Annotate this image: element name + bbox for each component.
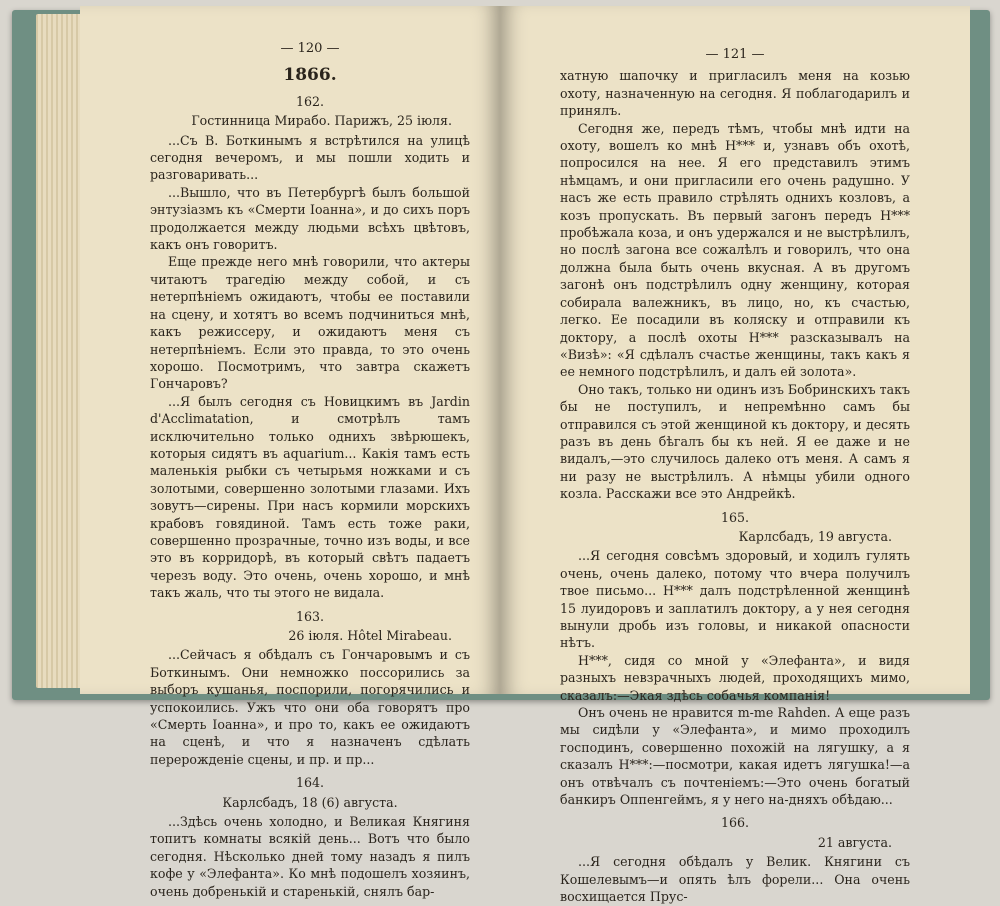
year-heading: 1866. bbox=[283, 65, 337, 86]
letter-number: 165. bbox=[720, 509, 750, 525]
page-number: — 120 — bbox=[280, 41, 340, 56]
page-edges bbox=[36, 14, 84, 688]
paragraph: ...Я сегодня совсѣмъ здоровый, и ходилъ гулять очень, очень далеко, потому что вчера получилъ твое письмо... Н*** далъ подстрѣленной женщинѣ 15 луидоровъ и заплатилъ доктору, а у нея сегодня вынули дробь изъ головы, и никакой опасности нѣтъ. bbox=[560, 548, 910, 651]
paragraph: ...Я сегодня обѣдалъ у Велик. Княгини съ Кошелевымъ—и опять ѣлъ форели... Она очень восхищается Прус- bbox=[560, 854, 910, 905]
letter-number: 162. bbox=[295, 93, 325, 109]
letter-place: Карлсбадъ, 18 (6) августа. bbox=[222, 794, 398, 810]
paragraph: ...Я былъ сегодня съ Новицкимъ въ Jardin d'Acclimatation, и смотрѣлъ тамъ исключительно только однихъ звѣрюшекъ, которыя сидятъ въ aquarium... Какія тамъ есть маленькія рыбки съ четырьмя ножками и съ золотыми, совершенно золотыми глазами. Ихъ зовутъ—сирены. При насъ кормили морскихъ крабовъ говядиной. Тамъ есть тоже раки, совершенно прозрачные, точно изъ воды, и все это въ корридорѣ, въ который свѣтъ падаетъ черезъ воду. Это очень, очень хорошо, и мнѣ такъ жаль, что ты этого не видала. bbox=[150, 393, 470, 601]
paragraph: ...Вышло, что въ Петербургѣ былъ большой энтузіазмъ къ «Смерти Іоанна», и до сихъ поръ продолжается между людьми всѣхъ цвѣтовъ, какъ онъ говоритъ. bbox=[150, 184, 470, 253]
paragraph: хатную шапочку и пригласилъ меня на козью охоту, назначенную на сегодня. Я поблагодарилъ и принялъ. bbox=[560, 68, 910, 119]
left-page-text bbox=[150, 40, 470, 900]
paragraph: ...Сейчасъ я обѣдалъ съ Гончаровымъ и съ Боткинымъ. Они немножко поссорились за выборъ кушанья, поспорили, погорячились и успокоились. Ужъ что они оба говорятъ про «Смерть Іоанна», и про то, какъ ее ожидаютъ на сценѣ, и что я назначенъ сдѣлать перерожденіе сцены, и пр. и пр... bbox=[150, 647, 470, 767]
paragraph: ...Съ В. Боткинымъ я встрѣтился на улицѣ сегодня вечеромъ, и мы пошли ходить и разговаривать... bbox=[150, 132, 470, 183]
page-number: — 121 — bbox=[705, 47, 765, 62]
paragraph: Онъ очень не нравится m-me Rahden. А еще разъ мы сидѣли у «Элефанта», и мимо проходилъ господинъ, совершенно похожій на лягушку, а я сказалъ Н***:—посмотри, какая идетъ лягушка!—а онъ отвѣчалъ съ почтеніемъ:—Это очень богатый банкиръ Оппенгеймъ, я у него на-дняхъ обѣдаю... bbox=[560, 705, 910, 808]
letter-number: 164. bbox=[295, 775, 325, 791]
letter-number: 166. bbox=[720, 815, 750, 831]
right-page-text bbox=[560, 46, 910, 906]
paragraph: Н***, сидя со мной у «Элефанта», и видя разныхъ невзрачныхъ людей, проходящихъ мимо, сказалъ:—Экая здѣсь собачья компанія! bbox=[560, 652, 910, 703]
paragraph: ...Здѣсь очень холодно, и Великая Княгиня топитъ комнаты всякій день... Вотъ что было сегодня. Нѣсколько дней тому назадъ я пилъ кофе у «Элефанта». Ко мнѣ подошелъ хозяинъ, очень добренькій и старенькій, снялъ бар- bbox=[150, 814, 470, 899]
paragraph: Оно такъ, только ни одинъ изъ Бобринскихъ такъ бы не поступилъ, и непремѣнно самъ бы отправился съ этой женщиной къ доктору, и десять разъ въ день бѣгалъ бы къ ней. Я ее даже и не видалъ,—это случилось далеко отъ меня. А самъ я ни разу не выстрѣлилъ. А нѣмцы убили одного козла. Расскажи все это Андрейкѣ. bbox=[560, 381, 910, 502]
letter-place: Гостинница Мирабо. Парижъ, 25 іюля. bbox=[191, 113, 452, 129]
letter-place: 26 іюля. Hôtel Mirabeau. bbox=[288, 628, 452, 643]
right-page bbox=[500, 6, 970, 905]
left-page bbox=[80, 6, 500, 899]
letter-place: Карлсбадъ, 19 августа. bbox=[738, 528, 892, 544]
letter-place: 21 августа. bbox=[817, 834, 892, 850]
paragraph: Сегодня же, передъ тѣмъ, чтобы мнѣ идти на охоту, вошелъ ко мнѣ Н*** и, узнавъ объ охотѣ, попросился на нее. Я его представилъ этимъ нѣмцамъ, и они пригласили его очень радушно. У насъ же есть правило стрѣлять однихъ козловъ, а козъ пропускать. Въ первый загонъ передъ Н*** пробѣжала коза, и онъ удержался и не выстрѣлилъ, но послѣ загона все сожалѣлъ и говорилъ, что она должна была быть очень вкусная. А въ другомъ загонѣ онъ подстрѣлилъ одну женщину, которая собирала валежникъ, въ лицо, но, къ счастью, легко. Ее посадили въ коляску и отправили къ доктору, а послѣ охоты Н*** разсказывалъ на «Визѣ»: «Я сдѣлалъ счастье женщины, такъ какъ я ее немного подстрѣлилъ, и далъ ей золота». bbox=[560, 120, 910, 380]
paragraph: Еще прежде него мнѣ говорили, что актеры читаютъ трагедію между собой, и съ нетерпѣніемъ ожидаютъ, чтобы ее поставили на сцену, и хотятъ во всемъ подчиниться мнѣ, какъ режиссеру, и ожидаютъ меня съ нетерпѣніемъ. Если это правда, то это очень хорошо. Посмотримъ, что завтра скажетъ Гончаровъ? bbox=[150, 254, 470, 392]
letter-number: 163. bbox=[295, 608, 325, 624]
